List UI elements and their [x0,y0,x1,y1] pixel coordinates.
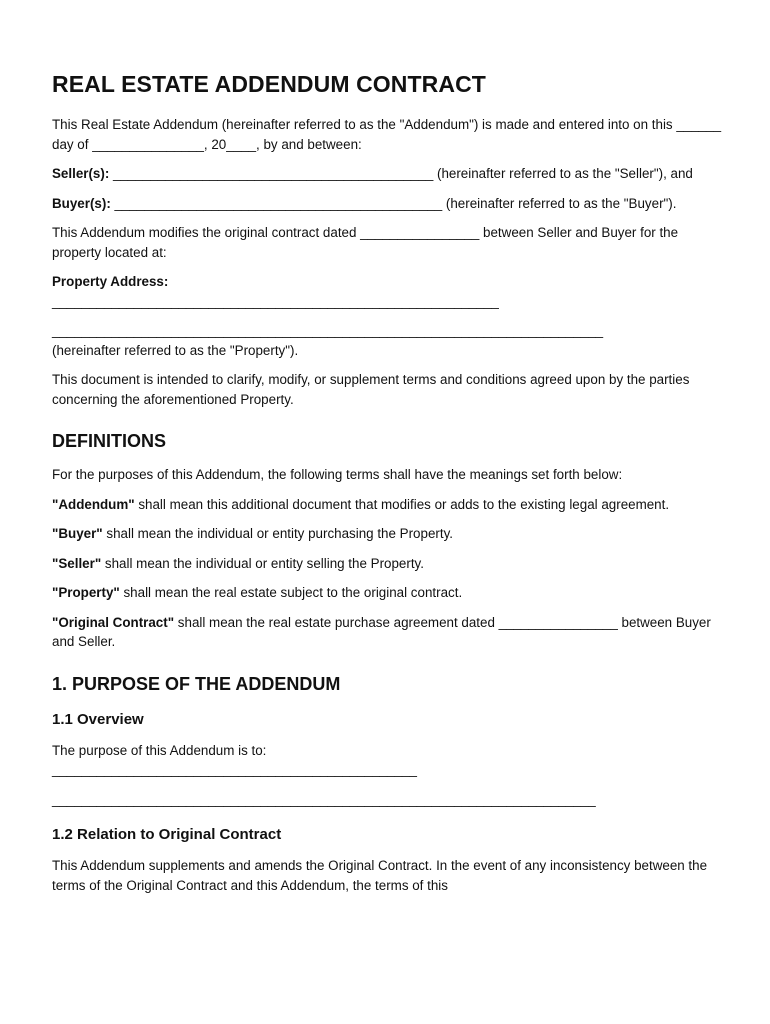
definition-text: shall mean this additional document that modifies or adds to the existing legal agreement. [134,496,670,512]
definitions-heading: DEFINITIONS [52,431,167,451]
definition-term: "Original Contract" [52,614,175,630]
overview-line-2: _________________________________________________________________________ [52,791,596,807]
buyer-line [52,194,722,214]
seller-text: ___________________________________________ (hereinafter referred to as the "Seller"), and [109,166,693,181]
intro-paragraph: This Real Estate Addendum (hereinafter referred to as the "Addendum") is made and entered into on this ______ day of _______________, 20____, by and between: [52,117,722,152]
definition-term: "Property" [52,585,120,600]
property-address-line-1: ____________________________________________________________ [52,293,499,309]
property-address-line-2: __________________________________________________________________________ [52,323,604,338]
definition-text: shall mean the real estate purchase agreement dated ________________ between Buyer and Seller. [52,614,711,649]
definition-item [52,524,722,544]
definition-item [52,583,722,603]
relation-text: This Addendum supplements and amends the Original Contract. In the event of any inconsistency between the terms of the Original Contract and this Addendum, the terms of this [52,858,708,893]
buyer-text: ____________________________________________ (hereinafter referred to as the "Buyer"). [110,195,677,211]
definition-term: "Buyer" [52,526,103,541]
seller-label: Seller(s): [52,166,110,181]
modifies-paragraph: This Addendum modifies the original contract dated ________________ between Seller and Buyer for the property located at: [52,225,679,260]
definition-term: "Addendum" [52,496,135,512]
purpose-statement: This document is intended to clarify, modify, or supplement terms and conditions agreed upon by the parties concerning the aforementioned Property. [52,372,690,407]
definition-text: shall mean the real estate subject to the original contract. [119,585,463,600]
definition-item [52,554,722,574]
overview-text: The purpose of this Addendum is to: [52,742,267,758]
definitions-intro: For the purposes of this Addendum, the following terms shall have the meanings set forth below: [52,467,623,482]
definition-term: "Seller" [52,555,102,571]
section-1-heading: 1. PURPOSE OF THE ADDENDUM [52,673,341,694]
definition-item [52,495,722,515]
definition-text: shall mean the individual or entity selling the Property. [101,555,424,571]
property-address-note: (hereinafter referred to as the "Property"). [52,342,299,358]
overview-line-1: _________________________________________________ [52,762,417,777]
definition-item [52,613,722,652]
property-address-label: Property Address: [52,274,169,289]
seller-line [52,164,722,184]
document-title: REAL ESTATE ADDENDUM CONTRACT [52,71,486,97]
section-1-1-heading: 1.1 Overview [52,710,144,728]
section-1-2-heading: 1.2 Relation to Original Contract [52,826,282,843]
definition-text: shall mean the individual or entity purchasing the Property. [102,526,453,541]
buyer-label: Buyer(s): [52,195,111,211]
document-content [52,68,722,895]
